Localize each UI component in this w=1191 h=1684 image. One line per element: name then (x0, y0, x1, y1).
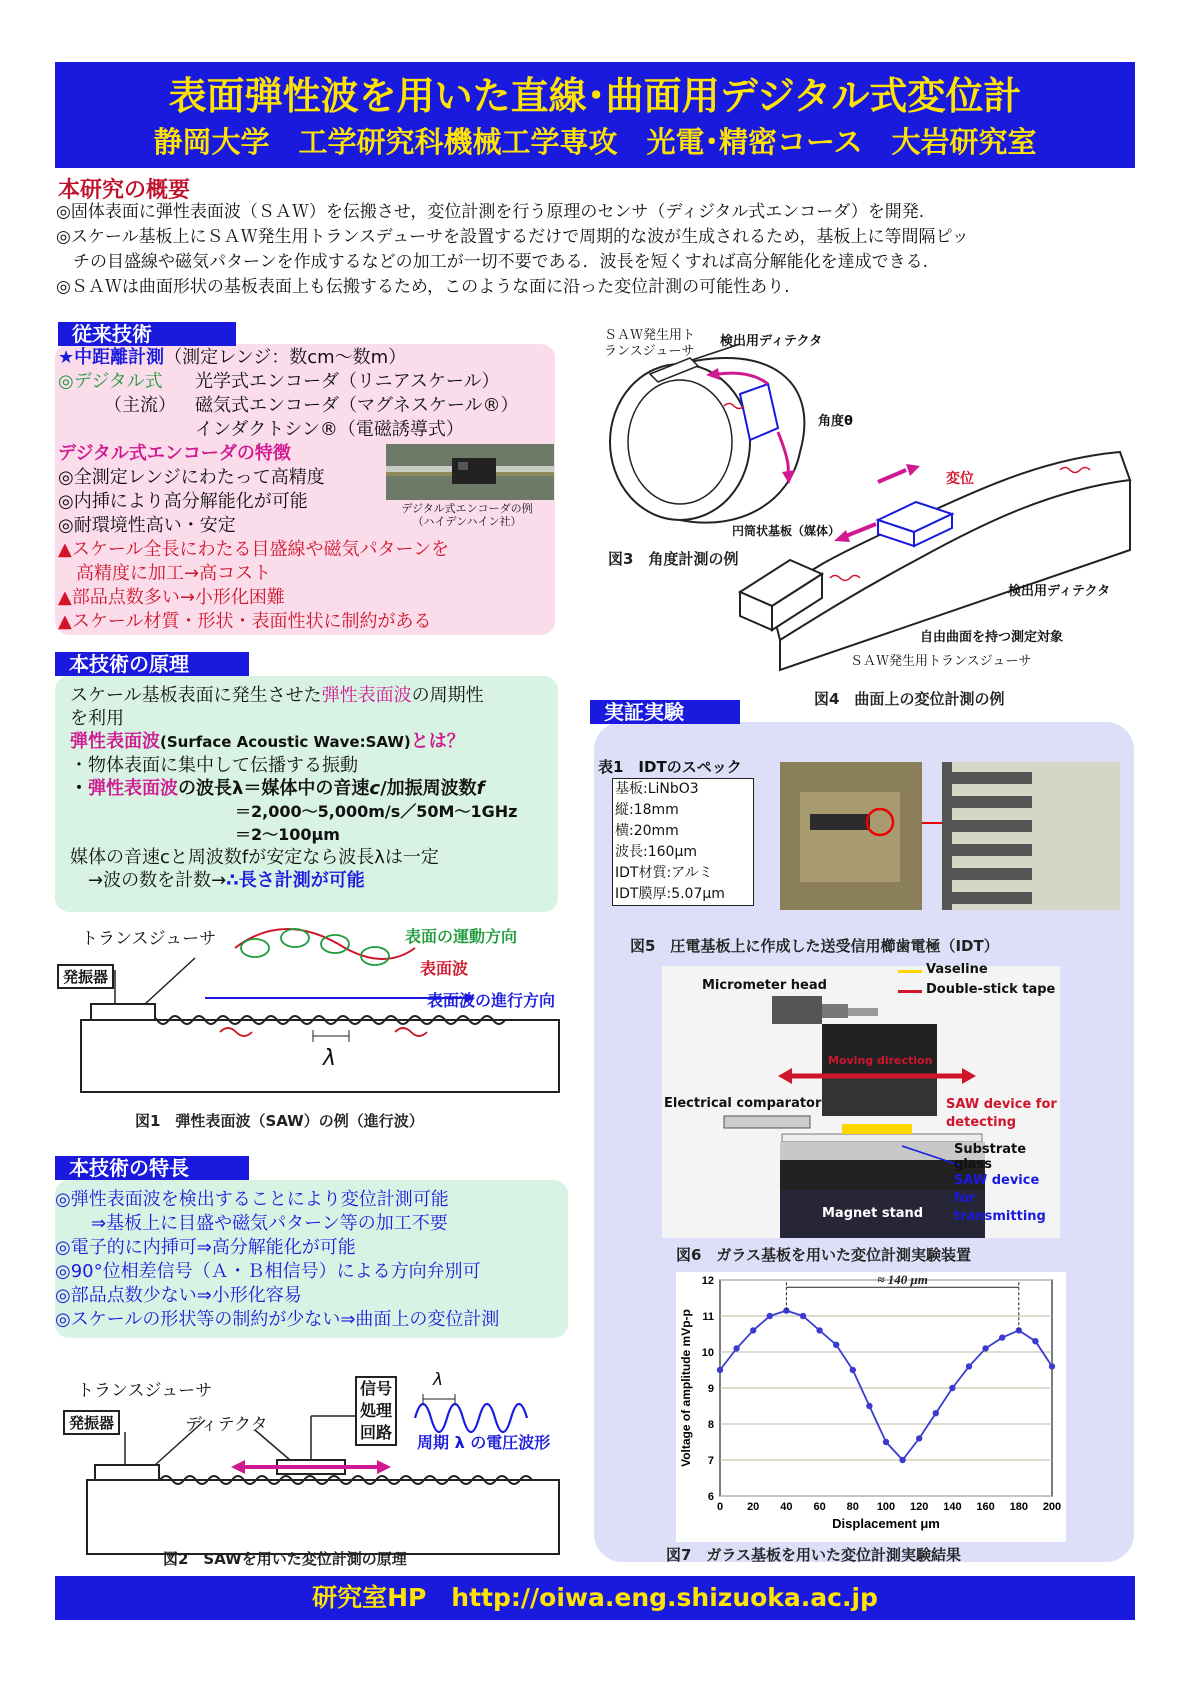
range-text: （測定レンジ：数cm〜数m） (164, 347, 407, 368)
fig2-caption: 図2 SAWを用いた変位計測の原理 (163, 1550, 407, 1568)
x-tick-label: 120 (910, 1501, 929, 1513)
spec-value: 20mm (633, 823, 679, 839)
con-item: 高精度に加工→高コスト (58, 563, 272, 584)
principle-text-segment: 弾性表面波 (88, 778, 178, 799)
con-item: ▲スケール材質・形状・表面性状に制約がある (58, 611, 432, 632)
fig6-tape-label: Double-stick tape (926, 982, 1056, 997)
fig2-transducer-label: トランスジューサ (77, 1381, 213, 1401)
overview-line: ◎固体表面に弾性表面波（ＳＡＷ）を伝搬させ，変位計測を行う原理のセンサ（ディジタル式エンコーダ）を開発. (56, 202, 925, 222)
title-banner (55, 62, 1135, 168)
amplitude-chart (676, 1272, 1066, 1542)
spec-key: 横 (615, 823, 629, 839)
conventional-heading: 従来技術 (58, 322, 236, 346)
data-point (750, 1327, 756, 1333)
principle-text-segment: の周期性 (411, 685, 484, 706)
data-point (1032, 1338, 1038, 1344)
figure-1 (55, 920, 575, 1130)
principle-text-segment: ・ (70, 778, 88, 799)
photo-caption-line: デジタル式エンコーダの例 (401, 502, 533, 515)
figure-6 (662, 962, 1060, 1238)
encoder-photo-svg (386, 444, 554, 500)
idt-zoom-photo (942, 762, 1120, 910)
fig4-displacement-label: 変位 (946, 471, 974, 487)
feature-item: ◎弾性表面波を検出することにより変位計測可能 (55, 1189, 449, 1210)
encoder-photo (386, 444, 554, 500)
fig6-caption: 図6 ガラス基板を用いた変位計測実験装置 (676, 1246, 971, 1264)
principle-text-segment: ∴長さ計測が可能 (226, 870, 365, 891)
fig7-caption: 図7 ガラス基板を用いた変位計測実験結果 (666, 1546, 961, 1564)
spec-cell (613, 779, 727, 800)
fig6-vaseline-label: Vaseline (926, 962, 988, 977)
digital-label: ◎デジタル式 (58, 371, 163, 392)
y-axis-label: Voltage of amplitude mVp-p (679, 1309, 693, 1467)
fig6-comparator-label: Electrical comparator (664, 1096, 822, 1111)
fig6-moving-label: Moving direction (828, 1054, 933, 1067)
data-point (717, 1367, 723, 1373)
data-point (982, 1345, 988, 1351)
fig2-detector-label: ディテクタ (185, 1415, 268, 1435)
encoder-type: インダクトシン®（電磁誘導式） (195, 419, 464, 440)
spec-separator: : (666, 886, 672, 902)
overview-line: ◎スケール基板上にＳＡＷ発生用トランスデューサを設置するだけで周期的な波が生成されるため，基板上に等間隔ピッ (56, 227, 969, 247)
idt-photo-svg (780, 762, 922, 910)
spec-row (613, 842, 727, 863)
x-tick-label: 200 (1042, 1501, 1062, 1513)
data-point (816, 1327, 822, 1333)
photo-caption-line: （ハイデンハイン社） (412, 515, 522, 528)
y-tick-label: 12 (701, 1275, 714, 1287)
data-point (966, 1363, 972, 1369)
pro-item: ◎内挿により高分解能化が可能 (58, 491, 308, 512)
feature-item: ◎90°位相差信号（Ａ・Ｂ相信号）による方向弁別可 (55, 1261, 481, 1282)
features-subheading: デジタル式エンコーダの特徴 (58, 443, 291, 464)
annotation-label: ≈ 140 μm (877, 1272, 928, 1288)
poster-title: 表面弾性波を用いた直線･曲面用デジタル式変位計 (168, 74, 1022, 118)
spec-row (613, 863, 727, 884)
pros-list (58, 466, 325, 538)
x-tick-label: 80 (846, 1501, 859, 1513)
fig4-detector-label: 検出用ディテクタ (1008, 584, 1111, 599)
fig6-transmitting-label (954, 1172, 1060, 1226)
principle-text-segment: f (476, 778, 485, 799)
fig6-detecting-line: SAW device for (946, 1097, 1057, 1112)
spec-cell (613, 842, 727, 863)
idt-photo (780, 762, 922, 910)
principle-text-segment: 弾性表面波 (321, 685, 412, 706)
fig2-lambda: λ (433, 1370, 444, 1390)
fig3-transducer-label (604, 328, 695, 360)
x-axis-label: Displacement μm (832, 1516, 940, 1531)
spec-separator: : (666, 865, 672, 881)
principle-line: ＝2〜100μm (235, 825, 340, 844)
y-tick-label: 6 (707, 1491, 714, 1503)
principle-text-segment: /加振周波数 (380, 778, 477, 799)
fig6-detecting-line: detecting (946, 1115, 1017, 1130)
feature-item: ◎部品点数少ない⇒小形化容易 (55, 1285, 302, 1306)
spec-key: 波長 (615, 844, 643, 860)
x-tick-label: 140 (943, 1501, 962, 1513)
spec-row (613, 821, 727, 842)
figure-7 (676, 1272, 1066, 1542)
data-point (916, 1435, 922, 1441)
principle-text-segment: スケール基板表面に発生させた (70, 685, 322, 706)
range-star: ★中距離計測 (58, 347, 165, 368)
pro-item: ◎耐環境性高い・安定 (58, 515, 236, 536)
overview-heading: 本研究の概要 (58, 178, 191, 203)
spec-row (613, 884, 727, 905)
spec-cell (613, 884, 727, 905)
fig4-caption: 図4 曲面上の変位計測の例 (814, 690, 1005, 708)
spec-row (613, 800, 727, 821)
fig1-direction-label: 表面波の進行方向 (427, 991, 556, 1010)
mainstream-label: （主流） (104, 395, 176, 416)
data-point (999, 1334, 1005, 1340)
spec-row (613, 779, 727, 800)
cons-list (58, 538, 449, 634)
spec-table-grid (613, 779, 727, 905)
data-point (883, 1439, 889, 1445)
spec-key: 縦 (615, 802, 629, 818)
x-tick-label: 180 (1009, 1501, 1028, 1513)
signal-box-line: 処理 (360, 1401, 393, 1420)
fig6-glass-label: Substrate glass (954, 1142, 1027, 1172)
y-tick-label: 7 (707, 1455, 714, 1467)
spec-value: 160μm (647, 844, 697, 860)
spec-cell (613, 800, 727, 821)
encoder-type: 光学式エンコーダ（リニアスケール） (195, 371, 500, 392)
spec-key: 基板 (615, 781, 643, 797)
x-tick-label: 20 (747, 1501, 760, 1513)
con-item: ▲スケール全長にわたる目盛線や磁気パターンを (58, 539, 450, 560)
encoder-types (195, 370, 518, 442)
fig2-oscillator-label: 発振器 (63, 1410, 120, 1435)
data-point (767, 1313, 773, 1319)
data-point (933, 1410, 939, 1416)
signal-box-line: 信号 (360, 1379, 393, 1398)
x-tick-label: 0 (716, 1501, 724, 1513)
data-point (866, 1403, 872, 1409)
fig6-micrometer-label: Micrometer head (702, 978, 827, 993)
fig3-transducer-line: ＳＡＷ発生用ト (604, 328, 696, 343)
spec-value: 5.07μm (671, 886, 725, 902)
fig2-signal-box (355, 1376, 397, 1446)
spec-value: LiNbO3 (647, 781, 699, 797)
principle-line: ＝2,000〜5,000m/s／50M〜1GHz (235, 802, 518, 821)
principle-line: ・物体表面に集中して伝播する振動 (70, 755, 358, 776)
lab-homepage-link[interactable]: 研究室HP http://oiwa.eng.shizuoka.ac.jp (312, 1583, 878, 1612)
overview-text (56, 200, 1136, 300)
figure-2 (55, 1370, 575, 1570)
y-tick-label: 10 (701, 1347, 714, 1359)
fig6-transmitting-line: transmitting (954, 1209, 1046, 1224)
principle-text (70, 684, 550, 892)
principle-text-segment: c (369, 778, 381, 799)
spec-cell (613, 863, 727, 884)
spec-key: IDT膜厚 (615, 886, 667, 902)
feature-item: ◎スケールの形状等の制約が少ない⇒曲面上の変位計測 (55, 1309, 500, 1330)
idt-zoom-svg (942, 762, 1120, 910)
spec-value: アルミ (671, 865, 713, 881)
fig6-vaseline-swatch (898, 970, 922, 973)
spec-separator: : (643, 844, 648, 860)
spec-separator: : (629, 823, 634, 839)
fig2-waveform-label: 周期 λ の電圧波形 (417, 1433, 551, 1452)
encoder-type: 磁気式エンコーダ（マグネスケール®） (195, 395, 519, 416)
x-tick-label: 100 (876, 1501, 896, 1513)
fig3-detector-label: 検出用ディテクタ (720, 334, 823, 349)
data-point (850, 1367, 856, 1373)
spec-separator: : (643, 781, 648, 797)
data-point (1049, 1363, 1055, 1369)
fig3-transducer-line: ランスジューサ (604, 344, 695, 359)
spec-table (612, 778, 754, 906)
figure-4 (730, 440, 1135, 710)
data-point (899, 1457, 905, 1463)
x-tick-label: 60 (813, 1501, 826, 1513)
pro-item: ◎全測定レンジにわたって高精度 (58, 467, 325, 488)
fig1-surface-wave-label: 表面波 (420, 959, 469, 978)
features-list (55, 1188, 499, 1332)
principle-text-segment: →波の数を計数→ (88, 870, 227, 891)
experiment-heading: 実証実験 (590, 700, 740, 724)
spec-separator: : (629, 802, 634, 818)
overview-line: ◎ＳＡＷは曲面形状の基板表面上も伝搬するため，このような面に沿った変位計測の可能性あり. (56, 277, 790, 297)
fig1-transducer-label: トランスジューサ (81, 929, 217, 949)
features-heading: 本技術の特長 (55, 1156, 249, 1180)
feature-item: ◎電子的に内挿可⇒高分解能化が可能 (55, 1237, 356, 1258)
range-line (58, 346, 406, 370)
y-tick-label: 11 (702, 1311, 714, 1323)
overview-line: チの目盛線や磁気パターンを作成するなどの加工が一切不要である．波長を短くすれば高分解能化を達成できる. (56, 252, 929, 272)
fig3-substrate-label: 円筒状基板（媒体） (732, 524, 841, 538)
principle-text-segment: とは？ (410, 731, 465, 752)
x-tick-label: 160 (976, 1501, 995, 1513)
affiliation: 静岡大学 工学研究科機械工学専攻 光電･精密コース 大岩研究室 (153, 125, 1037, 159)
data-point (800, 1313, 806, 1319)
data-point (833, 1342, 839, 1348)
encoder-photo-caption (382, 502, 552, 528)
data-point (733, 1345, 739, 1351)
fig6-detecting-label (946, 1096, 1057, 1132)
fig6-transmitting-line: SAW device for (954, 1173, 1040, 1206)
fig3-angle-label: 角度θ (818, 414, 853, 429)
spec-cell (613, 821, 727, 842)
y-tick-label: 9 (707, 1383, 714, 1395)
fig1-oscillator-label: 発振器 (57, 964, 114, 989)
principle-text-segment: (Surface Acoustic Wave:SAW) (160, 733, 411, 751)
fig3-caption: 図3 角度計測の例 (608, 550, 739, 568)
y-tick-label: 8 (707, 1419, 714, 1431)
fig1-lambda: λ (323, 1046, 337, 1071)
fig6-tape-swatch (898, 990, 922, 993)
fig1-caption: 図1 弾性表面波（SAW）の例（進行波） (135, 1112, 424, 1130)
principle-text-segment: 弾性表面波 (70, 731, 160, 752)
principle-text-segment: の波長λ＝媒体中の音速 (178, 778, 370, 799)
principle-heading: 本技術の原理 (55, 652, 249, 676)
fig4-target-label: 自由曲面を持つ測定対象 (920, 630, 1064, 645)
fig6-magnet-label: Magnet stand (822, 1206, 924, 1221)
signal-box-line: 回路 (360, 1423, 393, 1442)
fig5-caption: 図5 圧電基板上に作成した送受信用櫛歯電極（IDT） (630, 937, 999, 955)
fig4-transducer-label: ＳＡＷ発生用トランスジューサ (850, 654, 1032, 669)
figure-1-svg (55, 920, 575, 1130)
table1-caption: 表1 IDTのスペック (598, 758, 742, 776)
feature-item: ⇒基板上に目盛や磁気パターン等の加工不要 (55, 1213, 448, 1234)
spec-value: 18mm (633, 802, 679, 818)
principle-line: 媒体の音速cと周波数fが安定なら波長λは一定 (70, 847, 439, 868)
data-point (949, 1385, 955, 1391)
spec-key: IDT材質 (615, 865, 667, 881)
footer-banner (55, 1576, 1135, 1620)
con-item: ▲部品点数多い→小形化困難 (58, 587, 285, 608)
fig1-motion-label: 表面の運動方向 (405, 927, 518, 946)
principle-line: を利用 (70, 708, 124, 729)
x-tick-label: 40 (780, 1501, 793, 1513)
